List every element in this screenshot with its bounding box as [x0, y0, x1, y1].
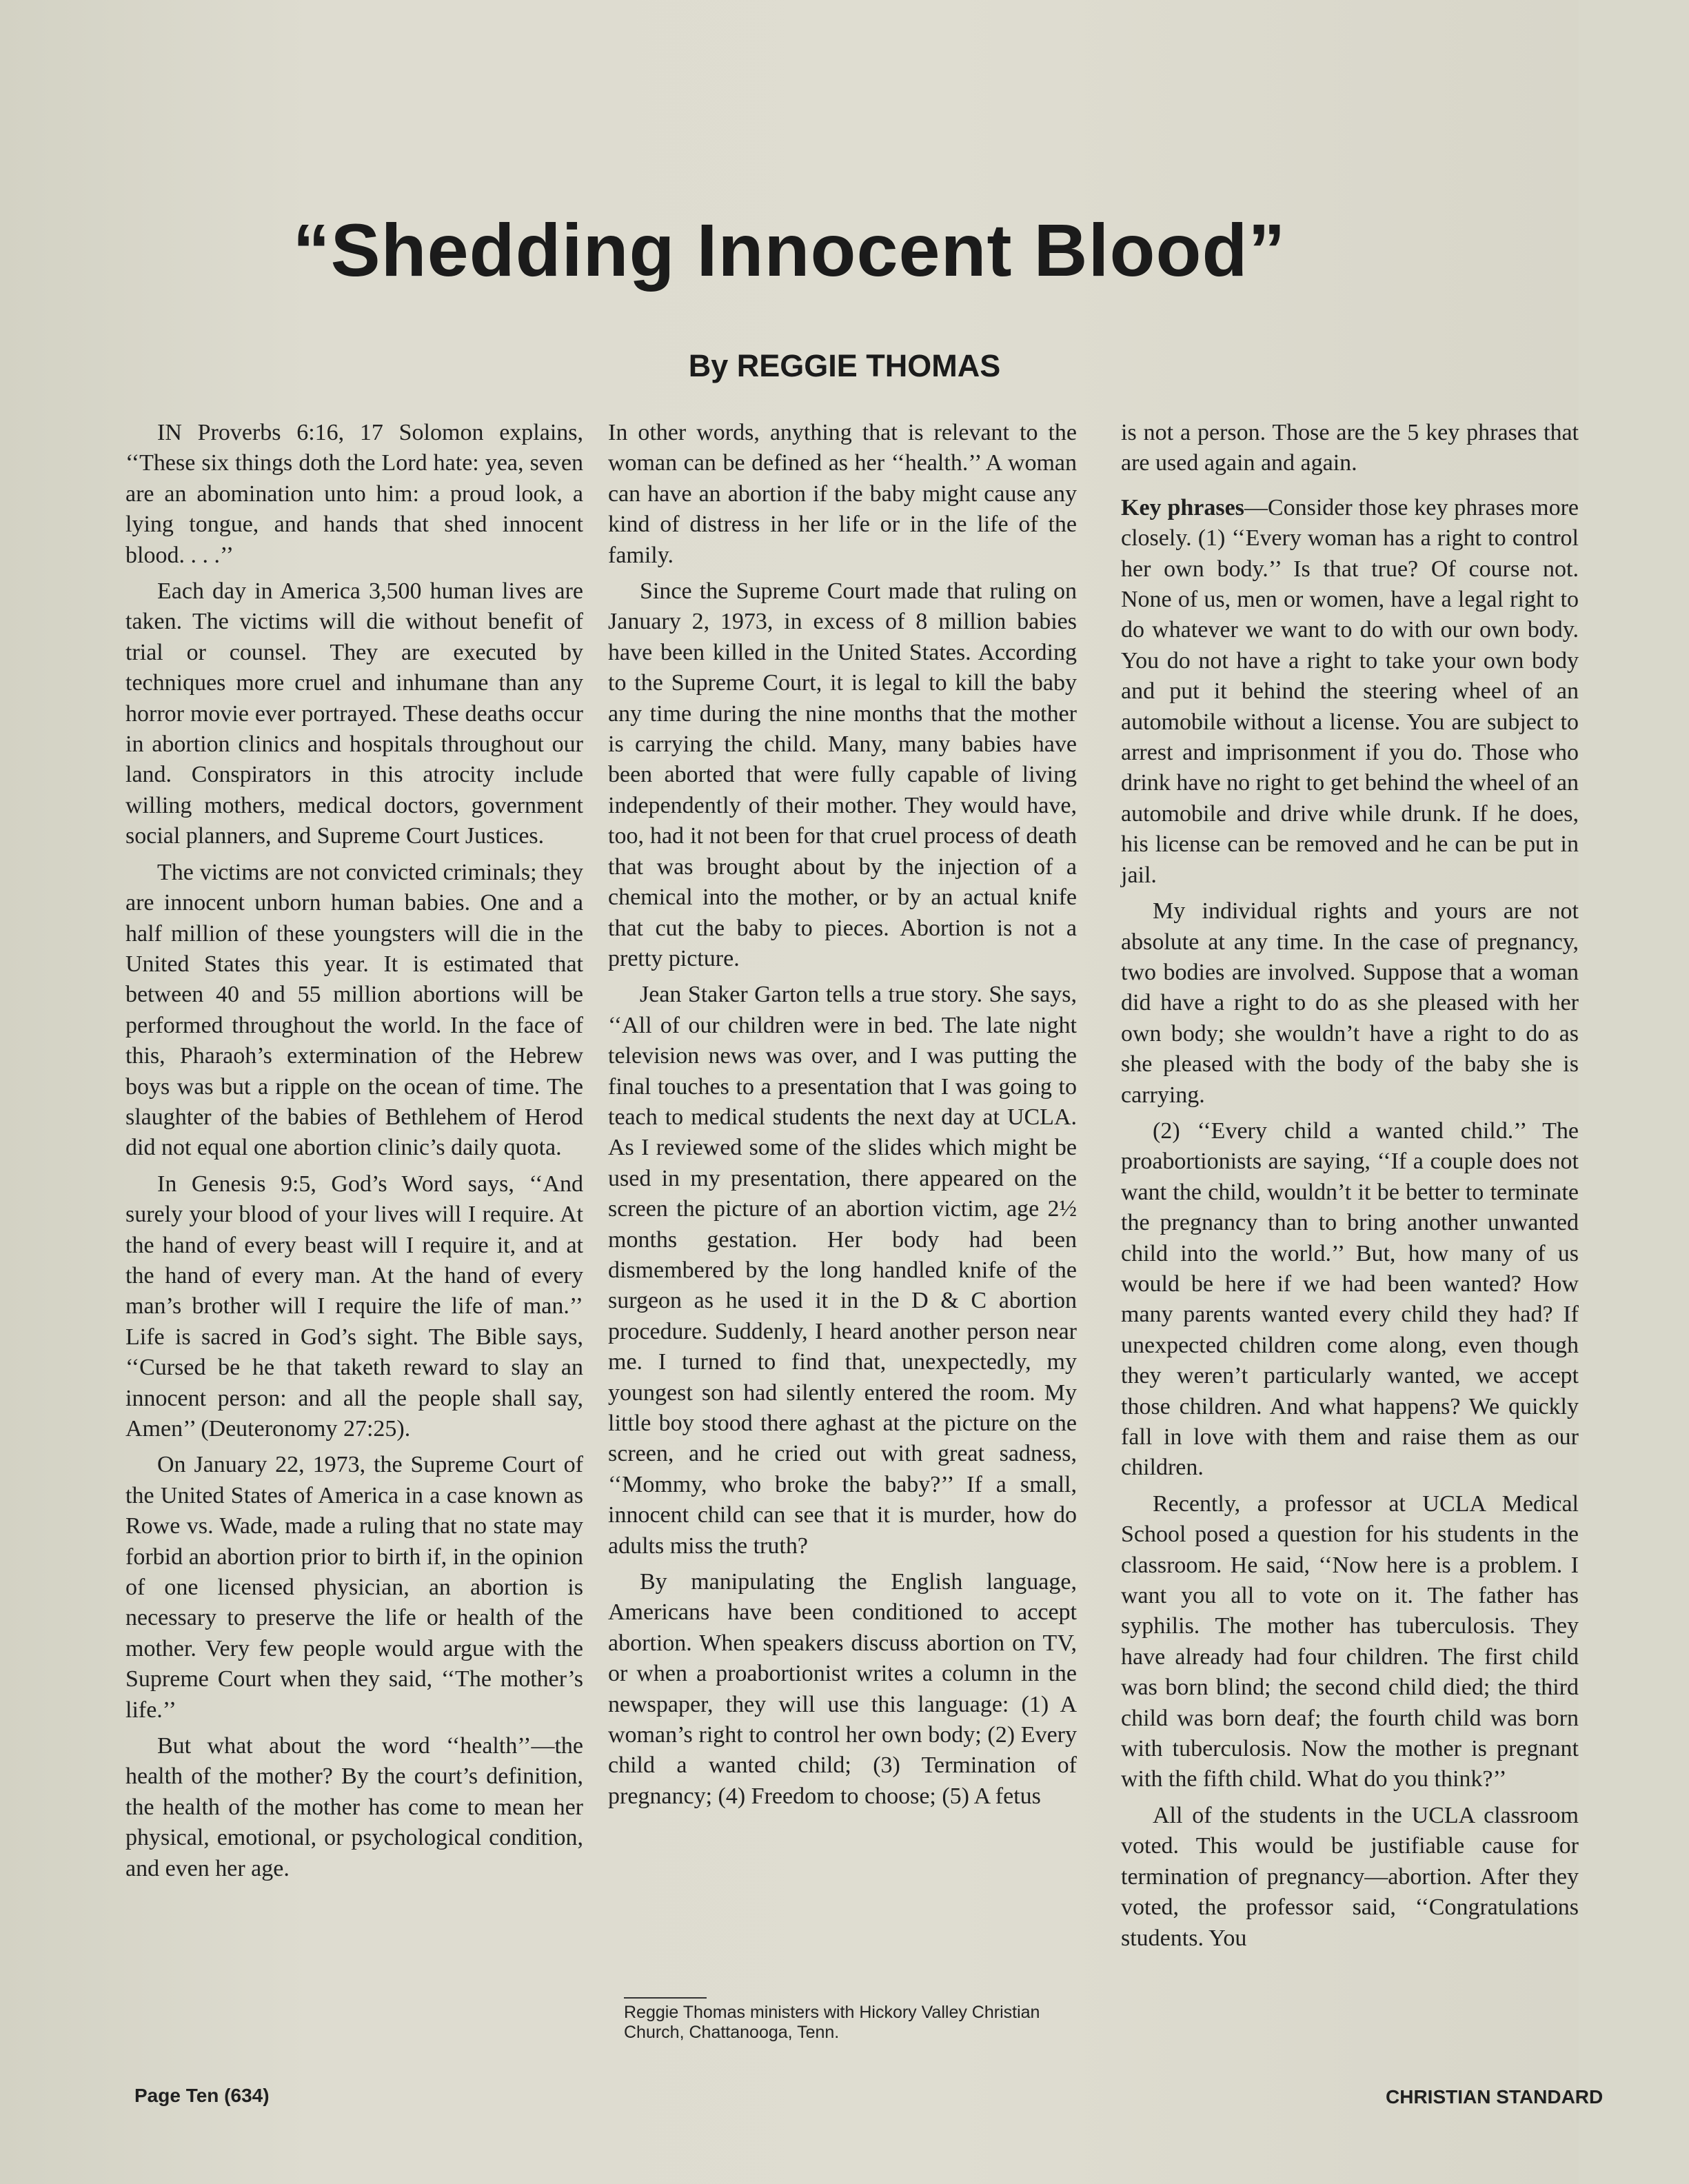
paragraph: My individual rights and yours are not absolute at any time. In the case of pregnancy, two bodies are involved. Suppose that a woman did have a right to do as she pleased with her own body; she wouldn’t have a right to do as she pleased with the body of the baby she is carrying. [1121, 898, 1579, 1108]
footnote-rule [624, 1997, 707, 1999]
paragraph: (2) ‘‘Every child a wanted child.’’ The proabortionists are saying, ‘‘If a couple does not want the child, wouldn’t it be better to terminate the pregnancy than to bring another unwanted child into the world.’’ But, how many of us would be here if we had been wanted? How many parents wanted every child they had? If unexpected children come along, even though they weren’t particularly wanted, we accept those children. And what happens? We quickly fall in love with them and raise them as our children. [1121, 1118, 1579, 1481]
page-number: Page Ten (634) [134, 2085, 270, 2106]
paragraph: The victims are not convicted criminals; they are innocent unborn human babies. One and a half million of these youngsters will die in the United States this year. It is estimated that between 40 and 55 million abortions will be performed throughout the world. In the face of this, Pharaoh’s extermination of the Hebrew boys was but a ripple on the ocean of time. The slaughter of the babies of Bethlehem of Herod did not equal one abortion clinic’s daily quota. [125, 859, 583, 1161]
paragraph: In other words, anything that is relevant to the woman can be defined as her ‘‘health.’’ A woman can have an abortion if the baby might cause any kind of distress in her life or in the life of the family. [608, 420, 1077, 568]
key-phrases-text: —Consider those key phrases more closely. (1) ‘‘Every woman has a right to control her own body.’’ Is that true? Of course not. None of us, men or women, have a legal right to do whatever we want to do with our own body. You do not have a right to take your own body and put it behind the steering wheel of an automobile without a license. You are subject to arrest and imprisonment if you do. Those who drink have no right to get behind the wheel of an automobile and drive while drunk. If he does, his license can be removed and he can be put in jail. [1121, 494, 1579, 888]
byline: By REGGIE THOMAS [688, 348, 1001, 383]
column-1 [125, 418, 583, 1890]
column-3 [1121, 418, 1579, 2059]
paragraph: Since the Supreme Court made that ruling on January 2, 1973, in excess of 8 million babies have been killed in the United States. According to the Supreme Court, it is legal to kill the baby any time during the nine months that the mother is carrying the child. Many, many babies have been aborted that were fully capable of living independently of their mother. They would have, too, had it not been for that cruel process of death that was brought about by the injection of a chemical into the mother, or by an actual knife that cut the baby to pieces. Abortion is not a pretty picture. [608, 578, 1077, 971]
paragraph: Each day in America 3,500 human lives are taken. The victims will die without benefit of trial or counsel. They are executed by techniques more cruel and inhumane than any horror movie ever portrayed. These deaths occur in abortion clinics and hospitals throughout our land. Conspirators in this atrocity include willing mothers, medical doctors, government social planners, and Supreme Court Justices. [125, 578, 583, 849]
key-phrases-heading: Key phrases [1121, 494, 1244, 520]
paragraph: But what about the word ‘‘health’’—the health of the mother? By the court’s definition, the health of the mother has come to mean her physical, emotional, or psychological condition, and even her age. [125, 1733, 583, 1881]
paragraph: IN Proverbs 6:16, 17 Solomon explains, ‘‘These six things doth the Lord hate: yea, seven are an abomination unto him: a proud look, a lying tongue, and hands that shed innocent blood. . . .’’ [125, 420, 583, 568]
publication-name: CHRISTIAN STANDARD [1386, 2086, 1604, 2107]
paragraph: By manipulating the English language, Americans have been conditioned to accept abortion. When speakers discuss abortion on TV, or when a proabortionist writes a column in the newspaper, they will use this language: (1) A woman’s right to control her own body; (2) Every child a wanted child; (3) Termination of pregnancy; (4) Freedom to choose; (5) A fetus [608, 1569, 1077, 1809]
column-2 [608, 418, 1077, 1817]
key-phrases-paragraph [1121, 493, 1579, 891]
paragraph: On January 22, 1973, the Supreme Court of the United States of America in a case known as Rowe vs. Wade, made a ruling that no state may forbid an abortion prior to birth if, in the opinion of one licensed physician, an abortion is necessary to preserve the life or health of the mother. Very few people would argue with the Supreme Court when they said, ‘‘The mother’s life.’’ [125, 1452, 583, 1723]
article-title: “Shedding Innocent Blood” [292, 208, 1286, 292]
paragraph: Recently, a professor at UCLA Medical School posed a question for his students in the classroom. He said, ‘‘Now here is a problem. I want you all to vote on it. The father has syphilis. The mother has tuberculosis. They have already had four children. The first child was born blind; the second child died; the third child was born deaf; the fourth child was born with tuberculosis. Now the mother is pregnant with the fifth child. What do you think?’’ [1121, 1490, 1579, 1792]
paragraph: All of the students in the UCLA classroom voted. This would be justifiable cause for termination of pregnancy—abortion. After they voted, the professor said, ‘‘Congratulations students. You [1121, 1802, 1579, 1951]
paragraph: In Genesis 9:5, God’s Word says, ‘‘And surely your blood of your lives will I require. At the hand of every beast will I require it, and at the hand of every man. At the hand of every man’s brother will I require the life of man.’’ Life is sacred in God’s sight. The Bible says, ‘‘Cursed be he that taketh reward to slay an innocent person: and all the people shall say, Amen’’ (Deuteronomy 27:25). [125, 1171, 583, 1442]
paragraph: is not a person. Those are the 5 key phrases that are used again and again. [1121, 420, 1579, 476]
paragraph: Jean Staker Garton tells a true story. She says, ‘‘All of our children were in bed. The late night television news was over, and I was putting the final touches to a presentation that I was going to teach to medical students the next day at UCLA. As I reviewed some of the slides which might be used in my presentation, there appeared on the screen the picture of an abortion victim, age 2½ months gestation. Her body had been dismembered by the long handled knife of the surgeon as he used it in the D & C abortion procedure. Suddenly, I heard another person near me. I turned to find that, unexpectedly, my youngest son had silently entered the room. My little boy stood there aghast at the picture on the screen, and he cried out with great sadness, ‘‘Mommy, who broke the baby?’’ If a small, innocent child can see that it is murder, how do adults miss the truth? [608, 982, 1077, 1559]
author-footnote: Reggie Thomas ministers with Hickory Valley Christian Church, Chattanooga, Tenn. [624, 2003, 1040, 2042]
